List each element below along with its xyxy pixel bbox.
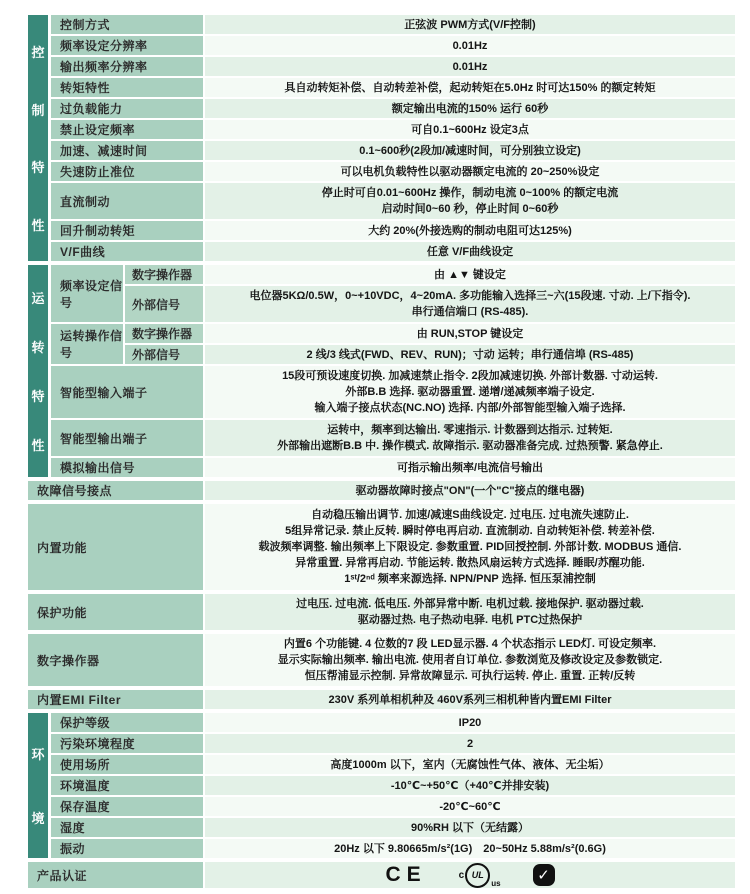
spec-row-group bbox=[28, 690, 735, 709]
spec-block bbox=[28, 713, 735, 858]
row-label: 直流制动 bbox=[51, 183, 203, 219]
row-value bbox=[205, 594, 735, 630]
row-label: 智能型输出端子 bbox=[51, 420, 203, 456]
certification-logos bbox=[205, 862, 735, 888]
row-value bbox=[205, 345, 735, 364]
cul-prefix: c bbox=[458, 869, 465, 881]
row-values bbox=[205, 481, 735, 500]
row-label: 运转操作信号 bbox=[51, 324, 123, 364]
table-row bbox=[125, 345, 735, 364]
row-value-line: 电位器5KΩ/0.5W，0~+10VDC，4~20mA. 多功能输入选择三~六(15段速. 寸动. 上/下指令). bbox=[249, 290, 691, 302]
row-value-line: 驱动器故障时接点"ON"(一个"C"接点的继电器) bbox=[355, 484, 585, 497]
row-value-line: 任意 V/F曲线设定 bbox=[426, 245, 514, 258]
spec-row-group bbox=[51, 324, 735, 364]
row-values bbox=[205, 183, 735, 219]
row-value-line: 2 线/3 线式(FWD、REV、RUN)；寸动 运转；串行通信埠 (RS-485) bbox=[306, 348, 634, 361]
table-row bbox=[205, 36, 735, 55]
row-value-line: 可以电机负载特性以驱动器额定电流的 20~250%设定 bbox=[340, 165, 600, 178]
spec-row-group bbox=[51, 776, 735, 795]
table-row bbox=[205, 755, 735, 774]
row-values bbox=[205, 504, 735, 590]
table-row bbox=[205, 183, 735, 219]
row-value bbox=[205, 797, 735, 816]
row-label: 回升制动转矩 bbox=[51, 221, 203, 240]
table-row bbox=[125, 286, 735, 322]
row-value bbox=[205, 57, 735, 76]
table-row bbox=[125, 265, 735, 284]
row-value bbox=[205, 504, 735, 590]
section-bar-char: 运 bbox=[31, 291, 45, 306]
row-label: 智能型输入端子 bbox=[51, 366, 203, 418]
row-label: 内置EMI Filter bbox=[28, 690, 203, 709]
spec-row-group bbox=[51, 734, 735, 753]
table-row bbox=[205, 242, 735, 261]
table-row bbox=[205, 57, 735, 76]
row-values bbox=[205, 141, 735, 160]
table-row bbox=[205, 99, 735, 118]
row-label: V/F曲线 bbox=[51, 242, 203, 261]
table-row bbox=[205, 862, 735, 888]
row-values bbox=[205, 99, 735, 118]
spec-table bbox=[28, 15, 735, 888]
table-row bbox=[205, 594, 735, 630]
row-value bbox=[205, 242, 735, 261]
row-values bbox=[205, 862, 735, 888]
row-values bbox=[205, 818, 735, 837]
row-value bbox=[205, 141, 735, 160]
section-groups bbox=[51, 713, 735, 858]
row-value-line: 显示实际输出频率. 输出电流. 使用者自订单位. 参数浏览及修改设定及参数锁定. bbox=[277, 654, 663, 666]
row-values bbox=[205, 78, 735, 97]
row-label: 产品认证 bbox=[28, 862, 203, 888]
row-label: 湿度 bbox=[51, 818, 203, 837]
row-value-line: 恒压帮浦显示控制. 异常故障显示. 可执行运转. 停止. 重置. 正转/反转 bbox=[304, 670, 636, 682]
row-value-line: 高度1000m 以下，室内（无腐蚀性气体、液体、无尘垢） bbox=[330, 758, 610, 771]
spec-row-group bbox=[51, 183, 735, 219]
row-values bbox=[205, 839, 735, 858]
row-value-line: -20℃~60℃ bbox=[439, 800, 501, 813]
spec-block bbox=[28, 481, 735, 500]
row-values bbox=[205, 690, 735, 709]
table-row bbox=[205, 120, 735, 139]
row-sublabel: 数字操作器 bbox=[125, 265, 203, 284]
row-value-line: 5组异常记录. 禁止反转. 瞬时停电再启动. 直流制动. 自动转矩补偿. 转差补偿. bbox=[285, 525, 655, 537]
section-groups bbox=[51, 15, 735, 261]
row-value bbox=[205, 36, 735, 55]
row-values bbox=[205, 755, 735, 774]
row-value-line: 串行通信端口 (RS-485). bbox=[411, 306, 529, 318]
table-row bbox=[205, 458, 735, 477]
row-label: 过负载能力 bbox=[51, 99, 203, 118]
row-label: 频率设定信号 bbox=[51, 265, 123, 322]
row-value-line: 0.01Hz bbox=[452, 60, 488, 73]
table-row bbox=[205, 78, 735, 97]
table-row bbox=[205, 634, 735, 686]
spec-row-group bbox=[51, 265, 735, 322]
row-value-line: 过电压. 过电流. 低电压. 外部异常中断. 电机过载. 接地保护. 驱动器过载. bbox=[296, 598, 644, 610]
row-value-line: 运转中，频率到达输出. 零速指示. 计数器到达指示. 过转矩. bbox=[327, 424, 613, 436]
section-bar-char: 境 bbox=[31, 811, 45, 827]
row-value bbox=[205, 286, 735, 322]
row-value bbox=[205, 481, 735, 500]
row-value bbox=[205, 162, 735, 181]
row-value bbox=[205, 183, 735, 219]
section-groups bbox=[28, 594, 735, 630]
row-value-line: 启动时间0~60 秒，停止时间 0~60秒 bbox=[381, 203, 559, 215]
spec-sheet bbox=[28, 15, 735, 888]
certification-check-icon: ✓ bbox=[533, 864, 555, 886]
spec-row-group bbox=[28, 634, 735, 686]
row-label: 使用场所 bbox=[51, 755, 203, 774]
section-bar-char: 转 bbox=[31, 340, 45, 355]
spec-block bbox=[28, 594, 735, 630]
row-value-line: 90%RH 以下（无结露） bbox=[411, 821, 529, 834]
row-value-line: 异常重置. 异常再启动. 节能运转. 散热风扇运转方式选择. 睡眠/苏醒功能. bbox=[295, 557, 645, 569]
row-label: 模拟输出信号 bbox=[51, 458, 203, 477]
section-groups bbox=[28, 504, 735, 590]
spec-block bbox=[28, 265, 735, 477]
row-value-line: IP20 bbox=[458, 716, 482, 729]
section-bar-char: 特 bbox=[31, 389, 45, 404]
ce-mark-icon: CE bbox=[385, 863, 427, 886]
spec-row-group bbox=[51, 162, 735, 181]
table-row bbox=[205, 420, 735, 456]
row-values bbox=[205, 162, 735, 181]
row-value bbox=[205, 713, 735, 732]
row-label: 环境温度 bbox=[51, 776, 203, 795]
table-row bbox=[205, 221, 735, 240]
row-label: 故障信号接点 bbox=[28, 481, 203, 500]
table-row bbox=[205, 839, 735, 858]
table-row bbox=[205, 776, 735, 795]
row-label: 失速防止准位 bbox=[51, 162, 203, 181]
row-values bbox=[205, 713, 735, 732]
spec-row-group bbox=[28, 504, 735, 590]
table-row bbox=[125, 324, 735, 343]
table-row bbox=[205, 690, 735, 709]
row-value-line: 额定输出电流的150% 运行 60秒 bbox=[391, 102, 549, 115]
spec-block bbox=[28, 504, 735, 590]
row-value bbox=[205, 265, 735, 284]
row-values bbox=[205, 776, 735, 795]
ul-circle: UL bbox=[465, 863, 490, 888]
table-row bbox=[205, 734, 735, 753]
row-value bbox=[205, 420, 735, 456]
table-row bbox=[205, 162, 735, 181]
row-value bbox=[205, 839, 735, 858]
row-label: 控制方式 bbox=[51, 15, 203, 34]
row-values bbox=[205, 15, 735, 34]
spec-row-group bbox=[51, 713, 735, 732]
spec-block bbox=[28, 862, 735, 888]
row-label: 输出频率分辨率 bbox=[51, 57, 203, 76]
section-bar-environment bbox=[28, 713, 48, 858]
row-label: 内置功能 bbox=[28, 504, 203, 590]
row-values bbox=[205, 366, 735, 418]
spec-block bbox=[28, 690, 735, 709]
section-groups bbox=[28, 481, 735, 500]
row-sublabel: 数字操作器 bbox=[125, 324, 203, 343]
row-label: 保存温度 bbox=[51, 797, 203, 816]
row-values bbox=[205, 57, 735, 76]
spec-row-group bbox=[51, 366, 735, 418]
row-value-line: 载波频率调整. 输出频率上下限设定. 参数重置. PID回授控制. 外部计数. MODBUS 通信. bbox=[258, 541, 682, 553]
row-value-line: 0.01Hz bbox=[452, 39, 488, 52]
row-label: 保护功能 bbox=[28, 594, 203, 630]
row-values bbox=[205, 242, 735, 261]
spec-row-group bbox=[51, 78, 735, 97]
row-value-line: 可自0.1~600Hz 设定3点 bbox=[411, 123, 529, 136]
row-label: 禁止设定频率 bbox=[51, 120, 203, 139]
spec-row-group bbox=[51, 458, 735, 477]
section-bar-char: 环 bbox=[31, 746, 45, 762]
row-value bbox=[205, 818, 735, 837]
row-value-line: 驱动器过热. 电子热动电驿. 电机 PTC过热保护 bbox=[357, 614, 583, 626]
section-bar-char: 性 bbox=[31, 217, 45, 233]
row-value-line: 20Hz 以下 9.80665m/s²(1G) 20~50Hz 5.88m/s²(0.6G) bbox=[334, 842, 606, 855]
section-groups bbox=[28, 690, 735, 709]
row-value bbox=[205, 776, 735, 795]
spec-row-group bbox=[51, 141, 735, 160]
table-row bbox=[205, 504, 735, 590]
row-value-line: 0.1~600秒(2段加/减速时间，可分别独立设定) bbox=[359, 144, 581, 157]
cul-suffix: us bbox=[491, 878, 501, 888]
spec-row-group bbox=[51, 36, 735, 55]
row-value bbox=[205, 78, 735, 97]
table-row bbox=[205, 141, 735, 160]
spec-row-group bbox=[51, 242, 735, 261]
row-value-line: 外部输出遮断B.B 中. 操作模式. 故障指示. 驱动器准备完成. 过热预警. 紧急停止. bbox=[277, 440, 663, 452]
spec-row-group bbox=[51, 420, 735, 456]
row-label: 保护等级 bbox=[51, 713, 203, 732]
section-groups bbox=[28, 862, 735, 888]
row-label: 振动 bbox=[51, 839, 203, 858]
spec-row-group bbox=[51, 839, 735, 858]
spec-row-group bbox=[51, 120, 735, 139]
section-groups bbox=[51, 265, 735, 477]
section-bar-char: 特 bbox=[31, 160, 45, 176]
spec-row-group bbox=[51, 15, 735, 34]
row-value bbox=[205, 755, 735, 774]
row-values bbox=[205, 634, 735, 686]
row-value-line: 1ˢᵗ/2ⁿᵈ 频率来源选择. NPN/PNP 选择. 恒压泵浦控制 bbox=[344, 573, 596, 585]
section-bar-char: 性 bbox=[31, 438, 45, 453]
row-value-line: 正弦波 PWM方式(V/F控制) bbox=[404, 18, 536, 31]
row-value-line: 由 ▲▼ 键设定 bbox=[434, 268, 506, 281]
row-label: 加速、减速时间 bbox=[51, 141, 203, 160]
section-bar-char: 制 bbox=[31, 102, 45, 118]
row-values bbox=[205, 221, 735, 240]
row-value bbox=[205, 690, 735, 709]
table-row bbox=[205, 713, 735, 732]
row-values bbox=[205, 594, 735, 630]
row-values bbox=[205, 734, 735, 753]
table-row bbox=[205, 481, 735, 500]
spec-row-group bbox=[28, 594, 735, 630]
row-value bbox=[205, 458, 735, 477]
table-row bbox=[205, 797, 735, 816]
section-bar-char: 控 bbox=[31, 45, 45, 61]
spec-row-group bbox=[51, 797, 735, 816]
row-value-line: 2 bbox=[466, 737, 474, 750]
section-bar-operation bbox=[28, 265, 48, 477]
spec-row-group bbox=[51, 99, 735, 118]
row-label: 频率设定分辨率 bbox=[51, 36, 203, 55]
row-value-line: 可指示输出频率/电流信号输出 bbox=[396, 461, 544, 474]
row-sublabel: 外部信号 bbox=[125, 345, 203, 364]
row-values bbox=[125, 265, 735, 322]
row-sublabel: 外部信号 bbox=[125, 286, 203, 322]
table-row bbox=[205, 366, 735, 418]
row-value bbox=[205, 324, 735, 343]
row-value bbox=[205, 734, 735, 753]
table-row bbox=[205, 818, 735, 837]
spec-block bbox=[28, 634, 735, 686]
row-values bbox=[205, 120, 735, 139]
row-value-line: 内置6 个功能键. 4 位数的7 段 LED显示器. 4 个状态指示 LED灯. 可设定频率. bbox=[283, 638, 657, 650]
spec-row-group bbox=[28, 481, 735, 500]
row-value-line: 由 RUN,STOP 键设定 bbox=[416, 327, 524, 340]
row-value-line: 自动稳压输出调节. 加速/减速S曲线设定. 过电压. 过电流失速防止. bbox=[311, 509, 629, 521]
row-value bbox=[205, 221, 735, 240]
spec-row-group bbox=[28, 862, 735, 888]
row-values bbox=[205, 458, 735, 477]
row-value-line: 230V 系列单相机种及 460V系列三相机种皆内置EMI Filter bbox=[328, 693, 612, 706]
row-value-line: 输入端子接点状态(NC.NO) 选择. 内部/外部智能型输入端子选择. bbox=[314, 402, 626, 414]
spec-block bbox=[28, 15, 735, 261]
row-value bbox=[205, 15, 735, 34]
row-label: 数字操作器 bbox=[28, 634, 203, 686]
row-value-line: 大约 20%(外接选购的制动电阻可达125%) bbox=[368, 224, 572, 237]
row-value-line: 15段可预设速度切换. 加减速禁止指令. 2段加减速切换. 外部计数器. 寸动运转. bbox=[282, 370, 658, 382]
table-row bbox=[205, 15, 735, 34]
row-value-line: -10℃~+50℃（+40℃并排安装) bbox=[390, 779, 550, 792]
row-value bbox=[205, 99, 735, 118]
row-values bbox=[205, 36, 735, 55]
row-label: 污染环境程度 bbox=[51, 734, 203, 753]
cul-us-mark-icon bbox=[459, 863, 501, 888]
row-values bbox=[205, 420, 735, 456]
row-value bbox=[205, 634, 735, 686]
row-value-line: 具自动转矩补偿、自动转差补偿，起动转矩在5.0Hz 时可达150% 的额定转矩 bbox=[284, 81, 656, 94]
spec-row-group bbox=[51, 221, 735, 240]
spec-row-group bbox=[51, 755, 735, 774]
row-value-line: 外部B.B 选择. 驱动器重置. 递增/递减频率端子设定. bbox=[345, 386, 595, 398]
row-label: 转矩特性 bbox=[51, 78, 203, 97]
row-value bbox=[205, 120, 735, 139]
row-value bbox=[205, 366, 735, 418]
row-value-line: 停止时可自0.01~600Hz 操作，制动电流 0~100% 的额定电流 bbox=[321, 187, 619, 199]
row-values bbox=[125, 324, 735, 364]
row-values bbox=[205, 797, 735, 816]
section-bar-control bbox=[28, 15, 48, 261]
section-groups bbox=[28, 634, 735, 686]
spec-row-group bbox=[51, 57, 735, 76]
spec-row-group bbox=[51, 818, 735, 837]
